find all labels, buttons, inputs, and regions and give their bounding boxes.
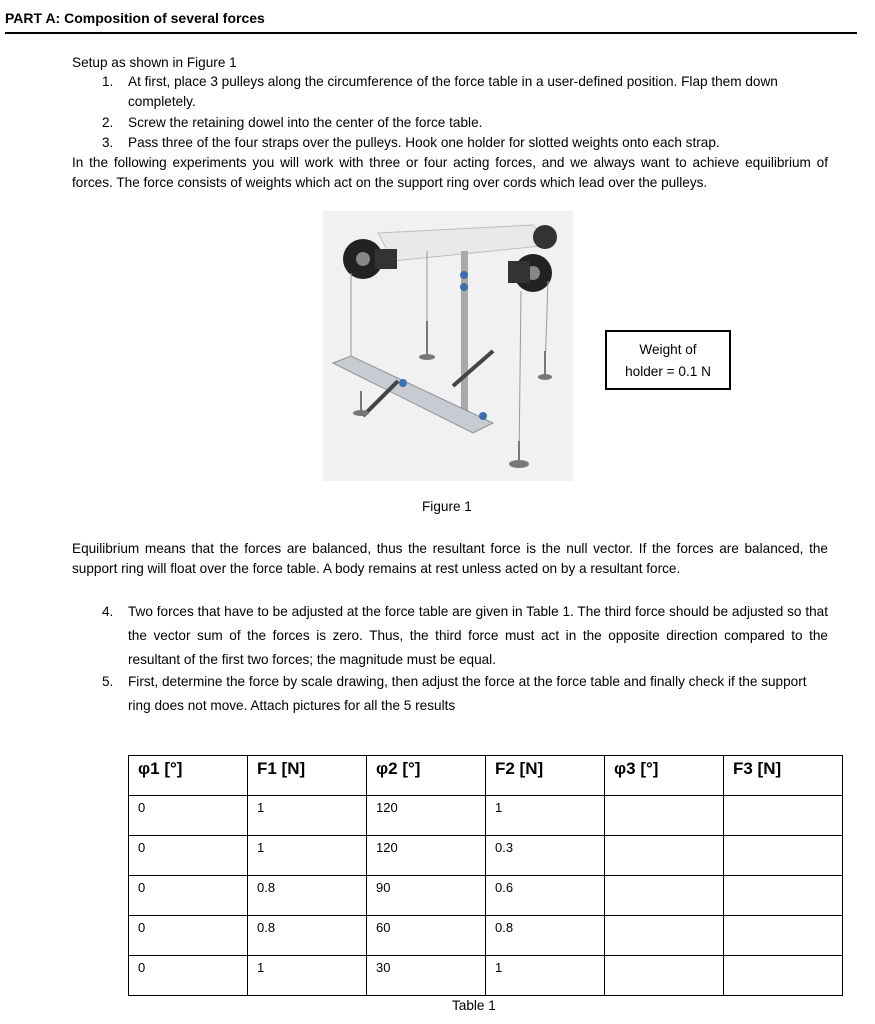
table-row (129, 876, 843, 916)
step-number: 5. (102, 674, 114, 689)
step-number: 2. (102, 115, 114, 130)
figure-caption: Figure 1 (422, 499, 472, 514)
equilibrium-paragraph: Equilibrium means that the forces are balanced, thus the resultant force is the null vector. If the forces are balanced, the support ring will float over the force table. A body remains at rest unless acted on by a resultant force. (72, 541, 828, 576)
table-cell (724, 796, 843, 836)
table-cell (724, 876, 843, 916)
table-cell (605, 956, 724, 996)
column-header: φ3 [°] (605, 756, 724, 796)
table-cell: 0.8 (248, 876, 367, 916)
table-cell: 1 (486, 956, 605, 996)
column-header: φ1 [°] (129, 756, 248, 796)
table-cell: 90 (367, 876, 486, 916)
table-cell: 0 (129, 836, 248, 876)
column-header: F2 [N] (486, 756, 605, 796)
table-cell: 0 (129, 916, 248, 956)
table-cell: 0 (129, 956, 248, 996)
step-text: Two forces that have to be adjusted at the force table are given in Table 1. The third force should be adjusted so that the vector sum of the forces is zero. Thus, the third force must act in the opposite direction compared to the resultant of the first two forces; the magnitude must be equal. (128, 604, 828, 667)
table-row (129, 956, 843, 996)
step-text: Pass three of the four straps over the pulleys. Hook one holder for slotted weights onto each strap. (128, 135, 720, 150)
table-cell: 0.6 (486, 876, 605, 916)
table-cell: 0 (129, 876, 248, 916)
column-header: φ2 [°] (367, 756, 486, 796)
table-cell (724, 916, 843, 956)
step-text: At first, place 3 pulleys along the circumference of the force table in a user-defined position. Flap them down completely. (128, 74, 778, 109)
table-cell (724, 956, 843, 996)
table-cell: 1 (248, 796, 367, 836)
table-cell: 1 (486, 796, 605, 836)
table-cell: 0 (129, 796, 248, 836)
column-header: F3 [N] (724, 756, 843, 796)
table-cell: 1 (248, 956, 367, 996)
table-cell: 0.8 (248, 916, 367, 956)
table-cell (724, 836, 843, 876)
step-text: First, determine the force by scale drawing, then adjust the force at the force table and finally check if the support ring does not move. Attach pictures for all the 5 results (128, 674, 807, 713)
table-cell (605, 836, 724, 876)
table-cell: 60 (367, 916, 486, 956)
holder-weight-note (605, 330, 731, 390)
column-header: F1 [N] (248, 756, 367, 796)
table-row (129, 836, 843, 876)
table-cell: 0.3 (486, 836, 605, 876)
step-number: 3. (102, 135, 114, 150)
step-number: 4. (102, 604, 114, 619)
setup-intro: Setup as shown in Figure 1 (72, 55, 237, 70)
step-number: 1. (102, 74, 114, 89)
force-table-photo (323, 211, 573, 481)
table-row (129, 916, 843, 956)
note-line: Weight of (639, 342, 697, 357)
step-text: Screw the retaining dowel into the center of the force table. (128, 115, 483, 130)
intro-paragraph: In the following experiments you will work with three or four acting forces, and we always want to achieve equilibrium of forces. The force consists of weights which act on the support ring over cords which lead over the pulleys. (72, 155, 828, 190)
table-cell (605, 796, 724, 836)
table-cell: 30 (367, 956, 486, 996)
results-table (128, 755, 843, 996)
table-cell: 120 (367, 836, 486, 876)
table-cell: 120 (367, 796, 486, 836)
note-line: holder = 0.1 N (625, 364, 711, 379)
table-cell: 1 (248, 836, 367, 876)
table-cell (605, 876, 724, 916)
table-caption: Table 1 (452, 998, 496, 1013)
section-heading: PART A: Composition of several forces (5, 10, 857, 34)
table-header-row (129, 756, 843, 796)
table-cell (605, 916, 724, 956)
table-row (129, 796, 843, 836)
table-cell: 0.8 (486, 916, 605, 956)
